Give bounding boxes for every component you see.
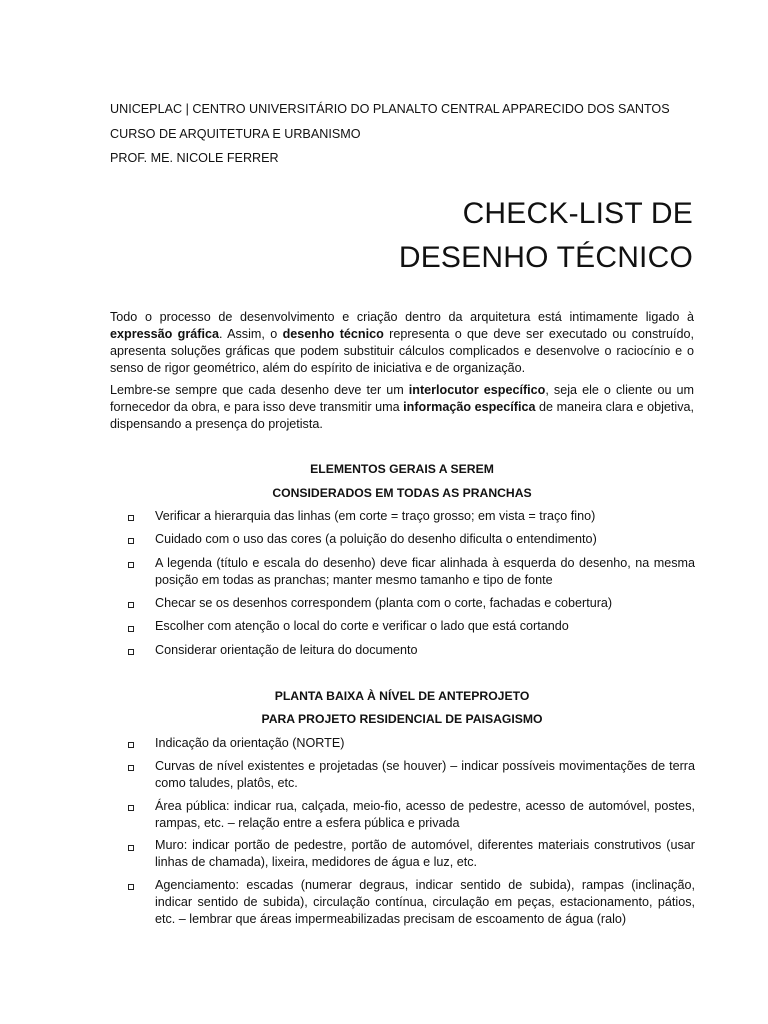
checklist-item: Curvas de nível existentes e projetadas (se houver) – indicar possíveis movimentações de terra como taludes, platôs, etc.	[155, 759, 695, 790]
document-title-line2: DESENHO TÉCNICO	[398, 241, 693, 274]
bullet-square-icon	[128, 538, 134, 544]
emphasis-expressao-grafica: expressão gráfica	[110, 327, 219, 341]
section1-heading-line1: ELEMENTOS GERAIS A SEREM	[310, 462, 494, 476]
bullet-square-icon	[128, 602, 134, 608]
emphasis-informacao: informação específica	[403, 400, 536, 414]
bullet-square-icon	[128, 649, 134, 655]
section2-heading-line1: PLANTA BAIXA À NÍVEL DE ANTEPROJETO	[274, 689, 530, 703]
checklist-item: Verificar a hierarquia das linhas (em corte = traço grosso; em vista = traço fino)	[155, 509, 596, 523]
checklist-item: Considerar orientação de leitura do documento	[155, 643, 418, 657]
intro-paragraph-1: Todo o processo de desenvolvimento e criação dentro da arquitetura está intimamente ligado à expressão gráfica. Assim, o desenho técnico representa o que deve ser executado ou construído, apresenta soluções gráficas que podem substituir cálculos complicados e desenvolve o raciocínio e o senso de rigor geométrico, além do espírito de iniciativa e de organização.	[110, 310, 694, 375]
checklist-item: Muro: indicar portão de pedestre, portão de automóvel, diferentes materiais construtivos (usar linhas de chamada), lixeira, medidores de água e luz, etc.	[155, 838, 695, 869]
course-line: CURSO DE ARQUITETURA E URBANISMO	[110, 127, 361, 141]
section2-heading-line2: PARA PROJETO RESIDENCIAL DE PAISAGISMO	[261, 712, 543, 726]
emphasis-desenho-tecnico: desenho técnico	[282, 327, 384, 341]
checklist-item: Escolher com atenção o local do corte e verificar o lado que está cortando	[155, 619, 569, 633]
checklist-item: Agenciamento: escadas (numerar degraus, indicar sentido de subida), rampas (inclinação, indicar sentido de subida), circulação contínua, circulação em peças, estacionamento, pátios, etc. – lembrar que áreas impermeabilizadas precisam de escoamento de água (ralo)	[155, 878, 695, 926]
bullet-square-icon	[128, 626, 134, 632]
bullet-square-icon	[128, 884, 134, 890]
document-title-line1: CHECK-LIST DE	[462, 197, 693, 230]
professor-line: PROF. ME. NICOLE FERRER	[110, 151, 279, 165]
checklist-item: Cuidado com o uso das cores (a poluição do desenho dificulta o entendimento)	[155, 532, 597, 546]
bullet-square-icon	[128, 765, 134, 771]
section1-heading-line2: CONSIDERADOS EM TODAS AS PRANCHAS	[272, 486, 532, 500]
intro-paragraph-2: Lembre-se sempre que cada desenho deve ter um interlocutor específico, seja ele o cliente ou um fornecedor da obra, e para isso deve transmitir uma informação específica de maneira clara e objetiva, dispensando a presença do projetista.	[110, 383, 695, 431]
checklist-item: Área pública: indicar rua, calçada, meio-fio, acesso de pedestre, acesso de automóvel, postes, rampas, etc. – relação entre a esfera pública e privada	[155, 799, 695, 830]
bullet-square-icon	[128, 742, 134, 748]
checklist-item: Checar se os desenhos correspondem (planta com o corte, fachadas e cobertura)	[155, 596, 613, 610]
bullet-square-icon	[128, 805, 134, 811]
checklist-item: A legenda (título e escala do desenho) deve ficar alinhada à esquerda do desenho, na mesma posição em todas as pranchas; manter mesmo tamanho e tipo de fonte	[155, 556, 695, 587]
bullet-square-icon	[128, 515, 134, 521]
bullet-square-icon	[128, 845, 134, 851]
emphasis-interlocutor: interlocutor específico	[408, 383, 546, 397]
institution-line: UNICEPLAC | CENTRO UNIVERSITÁRIO DO PLANALTO CENTRAL APPARECIDO DOS SANTOS	[110, 102, 670, 116]
bullet-square-icon	[128, 562, 134, 568]
checklist-item: Indicação da orientação (NORTE)	[155, 736, 345, 750]
